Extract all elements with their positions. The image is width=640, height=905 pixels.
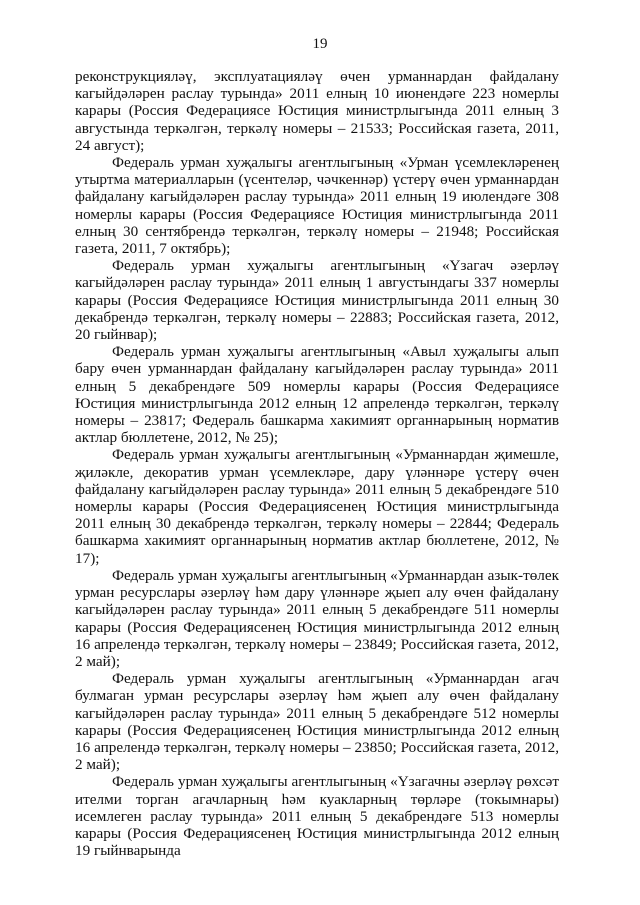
paragraph: Федераль урман хуҗалыгы агентлыгының «Үзагач әзерләү кагыйдәләрен раслау турында» 2011 елның 1 августындагы 337 номерлы карары (Россия Федерациясе Юстиция министрлыгында 2011 елның 30 декабрендә теркәлгән, теркәлү номеры – 22883; Российская газета, 2012, 20 гыйнвар);	[75, 257, 559, 344]
paragraph: Федераль урман хуҗалыгы агентлыгының «Урманнардан азык-төлек урман ресурслары әзерләү һәм дару үләннәре җыеп алу өчен файдалану кагыйдәләрен раслау турында» 2011 елның 5 декабрендәге 511 номерлы карары (Россия Федерациясенең Юстиция министрлыгында 2012 елның 16 апрелендә теркәлгән, теркәлү номеры – 23849; Российская газета, 2012, 2 май);	[75, 566, 559, 670]
document-body	[75, 68, 559, 859]
page-number: 19	[312, 36, 328, 52]
paragraph-continuation: реконструкцияләү, эксплуатацияләү өчен урманнардан файдалану кагыйдәләрен раслау турында» 2011 елның 10 июнендәге 223 номерлы карары (Россия Федерациясе Юстиция министрлыгында 2011 елның 3 августында теркәлгән, теркәлү номеры – 21533; Российская газета, 2011, 24 август);	[75, 68, 559, 154]
paragraph: Федераль урман хуҗалыгы агентлыгының «Урманнардан җимешле, җиләкле, декоратив урман үсемлекләре, дару үләннәре үстерү өчен файдалану кагыйдәләрен раслау турында» 2011 елның 5 декабрендәге 510 номерлы карары (Россия Федерациясенең Юстиция министрлыгында 2011 елның 30 декабрендә теркәлгән, теркәлү номеры – 22844; Федераль башкарма хакимият органнарының норматив актлар бюллетене, 2012, № 17);	[75, 446, 559, 567]
paragraph: Федераль урман хуҗалыгы агентлыгының «Урман үсемлекләренең утыртма материалларын (үсентеләр, чәчкеннәр) үстерү өчен урманнардан файдалану кагыйдәләрен раслау турында» 2011 елның 19 июлендәге 308 номерлы карары (Россия Федерациясе Юстиция министрлыгында 2011 елның 30 сентябрендә теркәлгән, теркәлү номеры – 21948; Российская газета, 2011, 7 октябрь);	[75, 154, 559, 258]
paragraph: Федераль урман хуҗалыгы агентлыгының «Авыл хуҗалыгы алып бару өчен урманнардан файдалану кагыйдәләрен раслау турында» 2011 елның 5 декабрендәге 509 номерлы карары (Россия Федерациясе Юстиция министрлыгында 2012 елның 12 апрелендә теркәлгән, теркәлү номеры – 23817; Федераль башкарма хакимият органнарының норматив актлар бюллетене, 2012, № 25);	[75, 343, 559, 447]
paragraph: Федераль урман хуҗалыгы агентлыгының «Урманнардан агач булмаган урман ресурслары әзерләү һәм җыеп алу өчен файдалану кагыйдәләрен раслау турында» 2011 елның 5 декабрендәге 512 номерлы карары (Россия Федерациясенең Юстиция министрлыгында 2012 елның 16 апрелендә теркәлгән, теркәлү номеры – 23850; Российская газета, 2012, 2 май);	[75, 670, 559, 774]
paragraph: Федераль урман хуҗалыгы агентлыгының «Үзагачны әзерләү рөхсәт ителми торган агачларның һәм куакларның төрләре (токымнары) исемлеген раслау турында» 2011 елның 5 декабрендәге 513 номерлы карары (Россия Федерациясенең Юстиция министрлыгында 2012 елның 19 гыйнварында	[75, 773, 559, 860]
